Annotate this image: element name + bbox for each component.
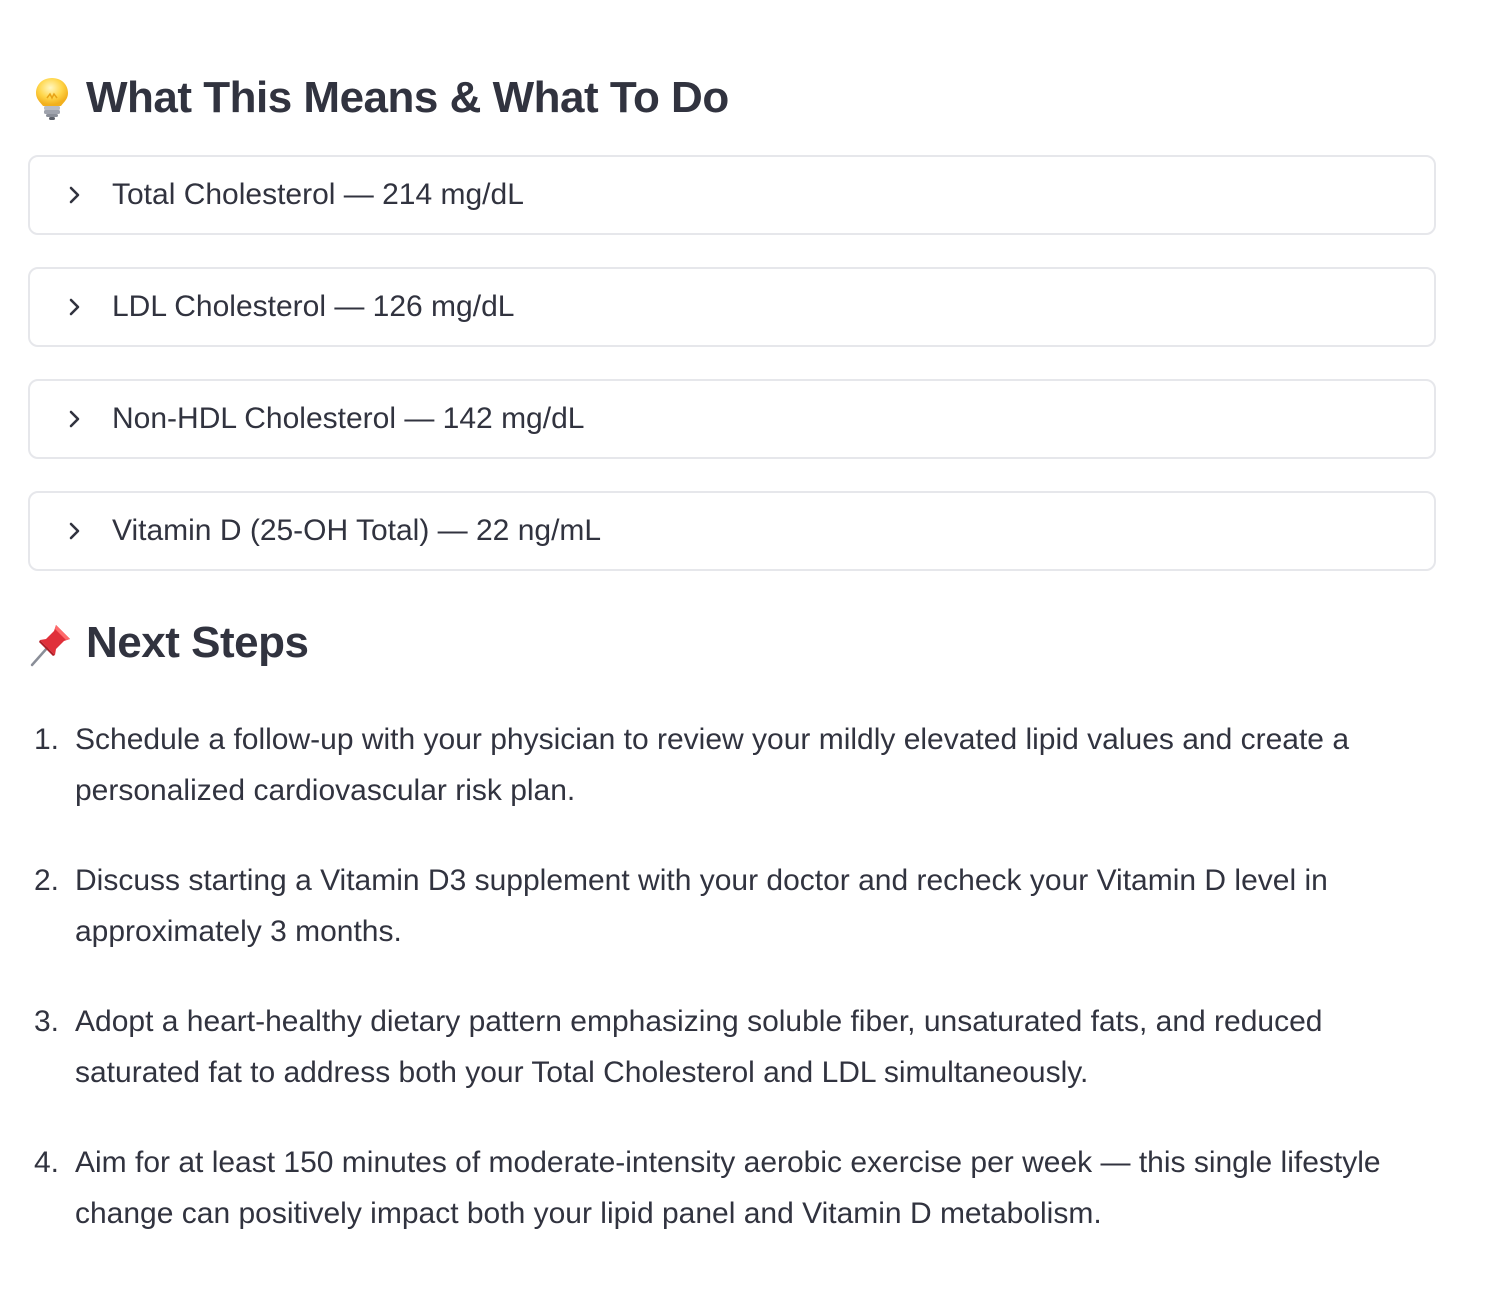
- list-item-text: Discuss starting a Vitamin D3 supplement with your doctor and recheck your Vitamin D level in approximately 3 months.: [75, 863, 1328, 948]
- chevron-right-icon: [64, 520, 86, 542]
- list-item-number: 2.: [34, 863, 60, 897]
- list-item: [28, 714, 1436, 816]
- expander-label: LDL Cholesterol — 126 mg/dL: [112, 289, 515, 323]
- expander-non-hdl-cholesterol[interactable]: [28, 379, 1436, 459]
- list-item-number: 4.: [34, 1145, 60, 1179]
- expander-total-cholesterol[interactable]: [28, 155, 1436, 235]
- insights-heading: [28, 72, 1436, 125]
- list-item-number: 1.: [34, 722, 60, 756]
- list-item-text: Adopt a heart-healthy dietary pattern emphasizing soluble fiber, unsaturated fats, and reduced saturated fat to address both your Total Cholesterol and LDL simultaneously.: [75, 1004, 1323, 1089]
- list-item-text: Aim for at least 150 minutes of moderate-intensity aerobic exercise per week — this single lifestyle change can positively impact both your lipid panel and Vitamin D metabolism.: [75, 1145, 1381, 1230]
- list-item-text: Schedule a follow-up with your physician to review your mildly elevated lipid values and create a personalized cardiovascular risk plan.: [75, 722, 1350, 807]
- chevron-right-icon: [64, 184, 86, 206]
- next-steps-heading: [28, 617, 1436, 670]
- expander-label: Vitamin D (25-OH Total) — 22 ng/mL: [112, 513, 602, 547]
- lightbulb-icon: [28, 74, 76, 122]
- expander-label: Total Cholesterol — 214 mg/dL: [112, 177, 524, 211]
- list-item: [28, 996, 1436, 1098]
- list-item-number: 3.: [34, 1004, 60, 1038]
- next-steps-title: Next Steps: [86, 617, 309, 667]
- next-steps-list: [28, 714, 1436, 1239]
- list-item: [28, 855, 1436, 957]
- pushpin-icon: [28, 619, 76, 667]
- expander-label: Non-HDL Cholesterol — 142 mg/dL: [112, 401, 585, 435]
- insights-expander-list: [28, 155, 1436, 571]
- chevron-right-icon: [64, 408, 86, 430]
- expander-ldl-cholesterol[interactable]: [28, 267, 1436, 347]
- report-content: [28, 0, 1436, 1278]
- list-item: [28, 1137, 1436, 1239]
- chevron-right-icon: [64, 296, 86, 318]
- insights-title: What This Means & What To Do: [86, 73, 729, 122]
- expander-vitamin-d[interactable]: [28, 491, 1436, 571]
